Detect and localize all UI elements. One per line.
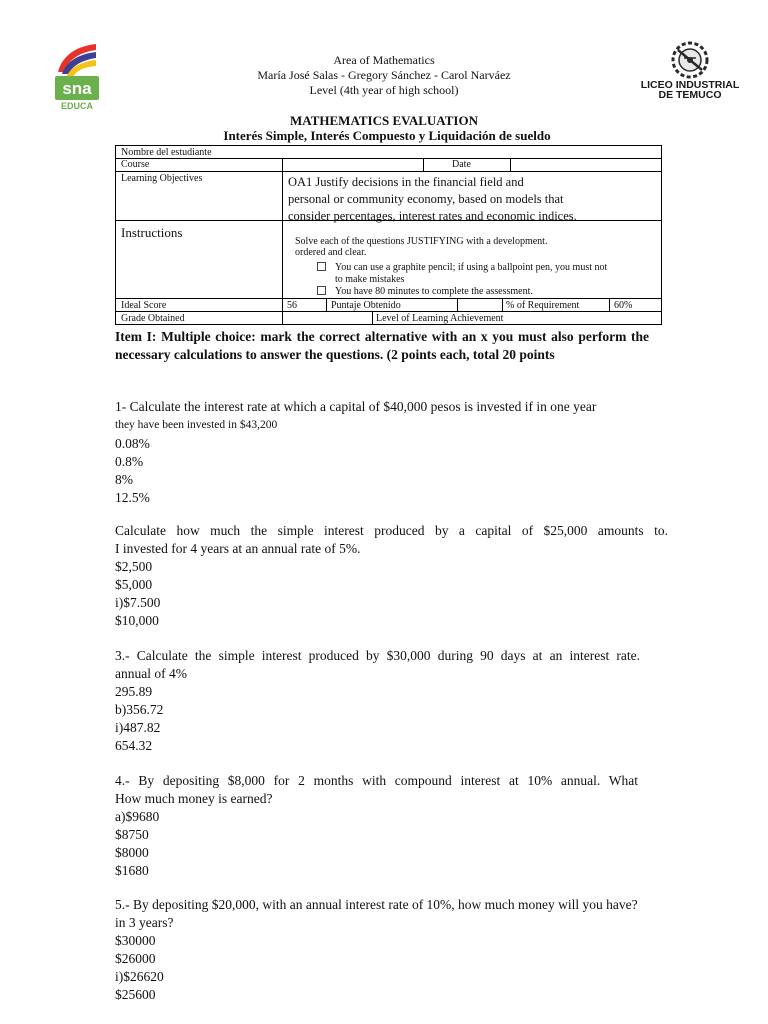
objective-line: OA1 Justify decisions in the financial field and — [288, 175, 524, 189]
answer-option[interactable]: i)487.82 — [115, 720, 161, 735]
answer-option[interactable]: $30000 — [115, 933, 156, 948]
question-4 — [115, 772, 638, 880]
sna-logo-text: sna — [62, 79, 92, 98]
answer-option[interactable]: a)$9680 — [115, 809, 160, 824]
question-text: Calculate how much the simple interest produced by a capital of $25,000 amounts to. — [115, 523, 668, 538]
answer-option[interactable]: i)$7.500 — [115, 595, 161, 610]
puntaje-label: Puntaje Obtenido — [331, 300, 401, 311]
question-2 — [115, 522, 668, 630]
instructions-line: ordered and clear. — [295, 247, 367, 258]
logo-liceo-industrial — [640, 38, 740, 100]
date-label: Date — [452, 159, 471, 170]
header-line-area: Area of Mathematics — [333, 53, 435, 67]
answer-option[interactable]: $5,000 — [115, 577, 153, 592]
answer-option[interactable]: $25600 — [115, 987, 156, 1002]
liceo-logo-line2: DE TEMUCO — [658, 89, 722, 100]
page-subtitle: Interés Simple, Interés Compuesto y Liquidación de sueldo — [223, 128, 551, 143]
question-text: How much money is earned? — [115, 791, 273, 806]
question-text: in 3 years? — [115, 915, 174, 930]
header-line-level: Level (4th year of high school) — [309, 83, 459, 97]
objective-line: consider percentages, interest rates and economic indices. — [288, 209, 577, 223]
bullet-text: You have 80 minutes to complete the assessment. — [335, 286, 533, 297]
answer-option[interactable]: 12.5% — [115, 490, 150, 505]
answer-option[interactable]: i)$26620 — [115, 969, 164, 984]
objectives-text — [288, 174, 577, 225]
instructions-line: Solve each of the questions JUSTIFYING with a development. — [295, 236, 548, 247]
bullet-text: You can use a graphite pencil; if using a ballpoint pen, you must not — [335, 262, 608, 273]
answer-option[interactable]: 8% — [115, 472, 133, 487]
instruction-bullet-1-cont: to make mistakes — [335, 274, 405, 285]
objectives-label: Learning Objectives — [121, 173, 203, 184]
question-1 — [115, 398, 596, 507]
answer-option[interactable]: $10,000 — [115, 613, 159, 628]
ideal-score-value: 56 — [287, 300, 297, 311]
checkbox-bullet-icon — [317, 286, 326, 295]
achievement-label: Level of Learning Achievement — [376, 313, 504, 324]
question-text: 5.- By depositing $20,000, with an annual interest rate of 10%, how much money will you have? — [115, 897, 638, 912]
page-title: MATHEMATICS EVALUATION — [290, 113, 478, 128]
instructions-label: Instructions — [121, 225, 183, 240]
liceo-logo-line1: LICEO INDUSTRIAL — [640, 79, 740, 91]
requirement-label: % of Requirement — [506, 300, 580, 311]
requirement-value: 60% — [614, 300, 633, 311]
answer-option[interactable]: $26000 — [115, 951, 156, 966]
educa-logo-text: EDUCA — [60, 101, 94, 110]
instruction-bullet-1 — [317, 262, 607, 274]
answer-option[interactable]: 295.89 — [115, 684, 153, 699]
grade-label: Grade Obtained — [121, 313, 185, 324]
question-text: they have been invested in $43,200 — [115, 419, 278, 431]
answer-option[interactable]: b)356.72 — [115, 702, 164, 717]
student-info-table — [115, 145, 662, 325]
answer-option[interactable]: 654.32 — [115, 738, 153, 753]
question-text: 1- Calculate the interest rate at which a capital of $40,000 pesos is invested if in one year — [115, 399, 597, 414]
header-line-authors: María José Salas - Gregory Sánchez - Carol Narváez — [257, 68, 511, 82]
gear-emblem-icon — [673, 43, 707, 77]
ideal-score-label: Ideal Score — [121, 300, 167, 311]
student-name-label: Nombre del estudiante — [121, 147, 212, 158]
answer-option[interactable]: $8000 — [115, 845, 149, 860]
question-text: 3.- Calculate the simple interest produced by $30,000 during 90 days at an interest rate. — [115, 648, 640, 663]
question-text: 4.- By depositing $8,000 for 2 months with compound interest at 10% annual. What — [115, 773, 638, 788]
question-text: I invested for 4 years at an annual rate of 5%. — [115, 541, 361, 556]
objective-line: personal or community economy, based on models that — [288, 192, 564, 206]
question-5 — [115, 896, 638, 1004]
answer-option[interactable]: $2,500 — [115, 559, 153, 574]
answer-option[interactable]: 0.08% — [115, 436, 150, 451]
item-heading: Item I: Multiple choice: mark the correct alternative with an x you must also perform the necessary calculations to answer the questions. (2 points each, total 20 points — [115, 329, 649, 362]
answer-option[interactable]: 0.8% — [115, 454, 144, 469]
course-label: Course — [121, 159, 150, 170]
question-text: annual of 4% — [115, 666, 187, 681]
instruction-bullet-2 — [317, 286, 533, 298]
answer-option[interactable]: $1680 — [115, 863, 149, 878]
question-3 — [115, 647, 640, 755]
answer-option[interactable]: $8750 — [115, 827, 149, 842]
checkbox-bullet-icon — [317, 262, 326, 271]
